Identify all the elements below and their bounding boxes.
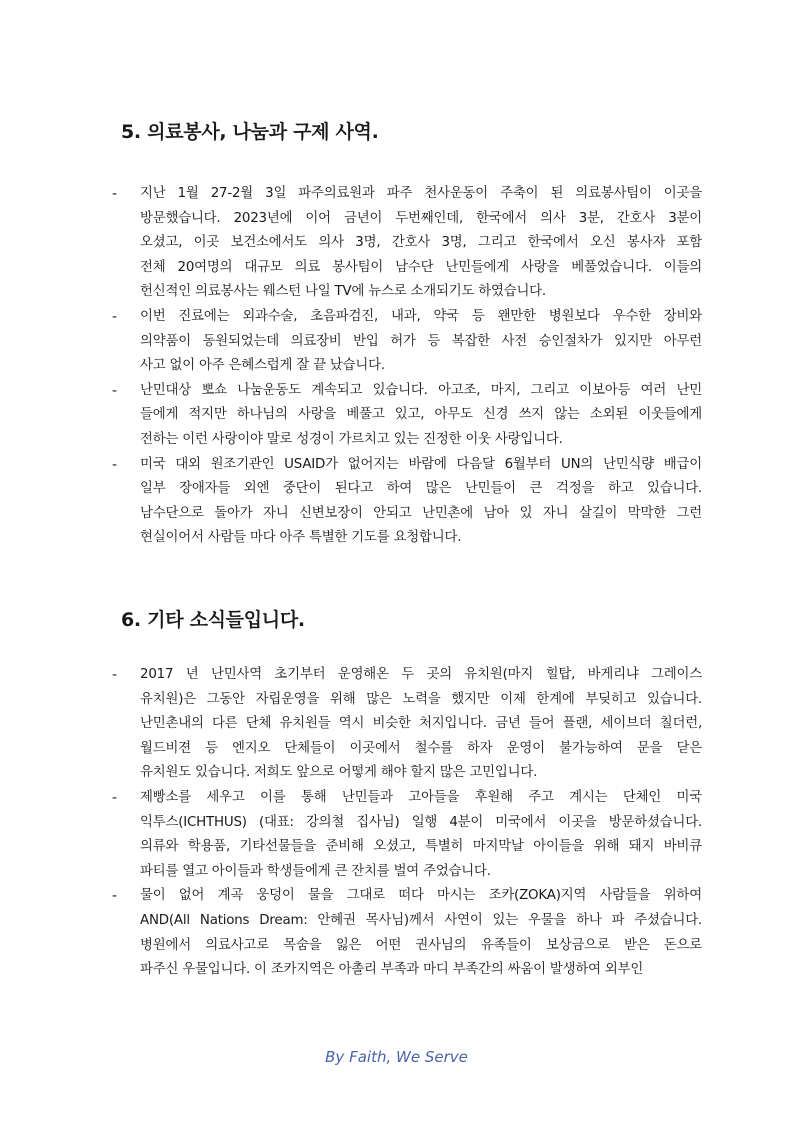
bullet-text	[140, 786, 702, 884]
text-line: 현실이어서 사람들 마다 아주 특별한 기도를 요청합니다.	[140, 530, 462, 546]
text-line: 지난 1월 27-2월 3일 파주의료원과 파주 천사운동이 주축이 된 의료봉사팀이 이곳을	[140, 186, 702, 201]
section-5-heading: 5. 의료봉사, 나눔과 구제 사역.	[121, 121, 379, 143]
bullet-marker: -	[112, 888, 118, 905]
text-line: 미국 대외 원조기관인 USAID가 없어지는 바람에 다음달 6월부터 UN의 난민식량 배급이	[140, 456, 702, 472]
text-line: 의약품이 동원되었는데 의료장비 반입 허가 등 복잡한 사전 승인절차가 있지만 아무런	[140, 333, 702, 349]
text-line: 유치원도 있습니다. 저희도 앞으로 어떻게 해야 할지 많은 고민입니다.	[140, 765, 538, 781]
text-line: 제빵소를 세우고 이를 통해 난민들과 고아들을 후원해 주고 계시는 단체인 미국	[140, 789, 702, 805]
bullet-text	[140, 453, 702, 551]
text-line: 전체 20여명의 대규모 의료 봉사팀이 남수단 난민들에게 사랑을 베풀었습니다. 이들의	[140, 259, 702, 275]
bullet-item	[112, 305, 702, 379]
section-5-list	[112, 182, 702, 551]
text-line: 방문했습니다. 2023년에 이어 금년이 두번째인데, 한국에서 의사 3분, 간호사 3분이	[140, 210, 702, 226]
bullet-item	[112, 663, 702, 786]
text-line: 사고 없이 아주 은혜스럽게 잘 끝 났습니다.	[140, 358, 385, 374]
text-line: 의류와 학용품, 기타선물들을 준비해 오셨고, 특별히 마지막날 아이들을 위해 돼지 바비큐	[140, 839, 702, 855]
bullet-item	[112, 182, 702, 305]
bullet-item	[112, 453, 702, 551]
bullet-item	[112, 379, 702, 453]
bullet-text	[140, 305, 702, 379]
text-line: 익투스(ICHTHUS) (대표: 강의철 집사님) 일행 4분이 미국에서 이곳을 방문하셨습니다.	[140, 814, 702, 830]
bullet-item	[112, 884, 702, 982]
footer-motto: By Faith, We Serve	[325, 1048, 468, 1066]
bullet-marker: -	[112, 667, 118, 683]
bullet-text	[140, 379, 702, 453]
bullet-item	[112, 786, 702, 884]
bullet-marker: -	[112, 789, 118, 806]
section-6-heading: 6. 기타 소식들입니다.	[121, 609, 305, 631]
text-line: 유치원)은 그동안 자립운영을 위해 많은 노력을 했지만 이제 한계에 부딪히고 있습니다.	[140, 691, 702, 707]
text-line: 병원에서 의료사고로 목숨을 잃은 어떤 권사님의 유족들이 보상금으로 받은 돈으로	[140, 937, 702, 953]
text-line: 들에게 적지만 하나님의 사랑을 베풀고 있고, 아무도 신경 쓰지 않는 소외된 이웃들에게	[140, 407, 702, 423]
section-6-list	[112, 663, 702, 983]
bullet-text	[140, 884, 702, 982]
bullet-text	[140, 663, 702, 786]
text-line: 난민촌내의 다른 단체 유치원들 역시 비슷한 처지입니다. 금년 들어 플랜, 세이브더 칠더런,	[140, 716, 702, 732]
text-line: 일부 장애자들 외엔 중단이 된다고 하여 많은 난민들이 큰 걱정을 하고 있습니다.	[140, 481, 702, 497]
text-line: 파티를 열고 아이들과 학생들에게 큰 잔치를 벌여 주었습니다.	[140, 863, 491, 879]
bullet-marker: -	[112, 308, 118, 325]
text-line: 오셨고, 이곳 보건소에서도 의사 3명, 간호사 3명, 그리고 한국에서 오신 봉사자 포함	[140, 235, 702, 251]
text-line: 월드비젼 등 엔지오 단체들이 이곳에서 철수를 하자 운영이 불가능하여 문을 닫은	[140, 740, 702, 756]
bullet-text	[140, 182, 702, 305]
text-line: 2017 년 난민사역 초기부터 운영해온 두 곳의 유치원(마지 힐탑, 바게리냐 그레이스	[140, 667, 702, 682]
text-line: 남수단으로 돌아가 자니 신변보장이 안되고 난민촌에 남아 있 자니 살길이 막막한 그런	[140, 505, 702, 521]
text-line: 전하는 이런 사랑이야 말로 성경이 가르치고 있는 진정한 이웃 사랑입니다.	[140, 431, 563, 447]
text-line: AND(All Nations Dream: 안혜권 목사님)께서 사연이 있는 우물을 하나 파 주셨습니다.	[140, 912, 702, 928]
text-line: 파주신 우물입니다. 이 조카지역은 아촐리 부족과 마디 부족간의 싸움이 발생하여 외부인	[140, 962, 644, 978]
text-line: 물이 없어 계곡 웅덩이 물을 그대로 떠다 마시는 조카(ZOKA)지역 사람들을 위하여	[140, 888, 702, 904]
text-line: 헌신적인 의료봉사는 웨스턴 나일 TV에 뉴스로 소개되기도 하였습니다.	[140, 284, 546, 300]
bullet-marker: -	[112, 456, 118, 473]
bullet-marker: -	[112, 186, 118, 202]
text-line: 난민대상 뽀쇼 나눔운동도 계속되고 있습니다. 아고조, 마지, 그리고 이보아등 여러 난민	[140, 382, 702, 398]
text-line: 이번 진료에는 외과수술, 초음파검진, 내과, 약국 등 왠만한 병원보다 우수한 장비와	[140, 308, 702, 324]
bullet-marker: -	[112, 382, 118, 399]
